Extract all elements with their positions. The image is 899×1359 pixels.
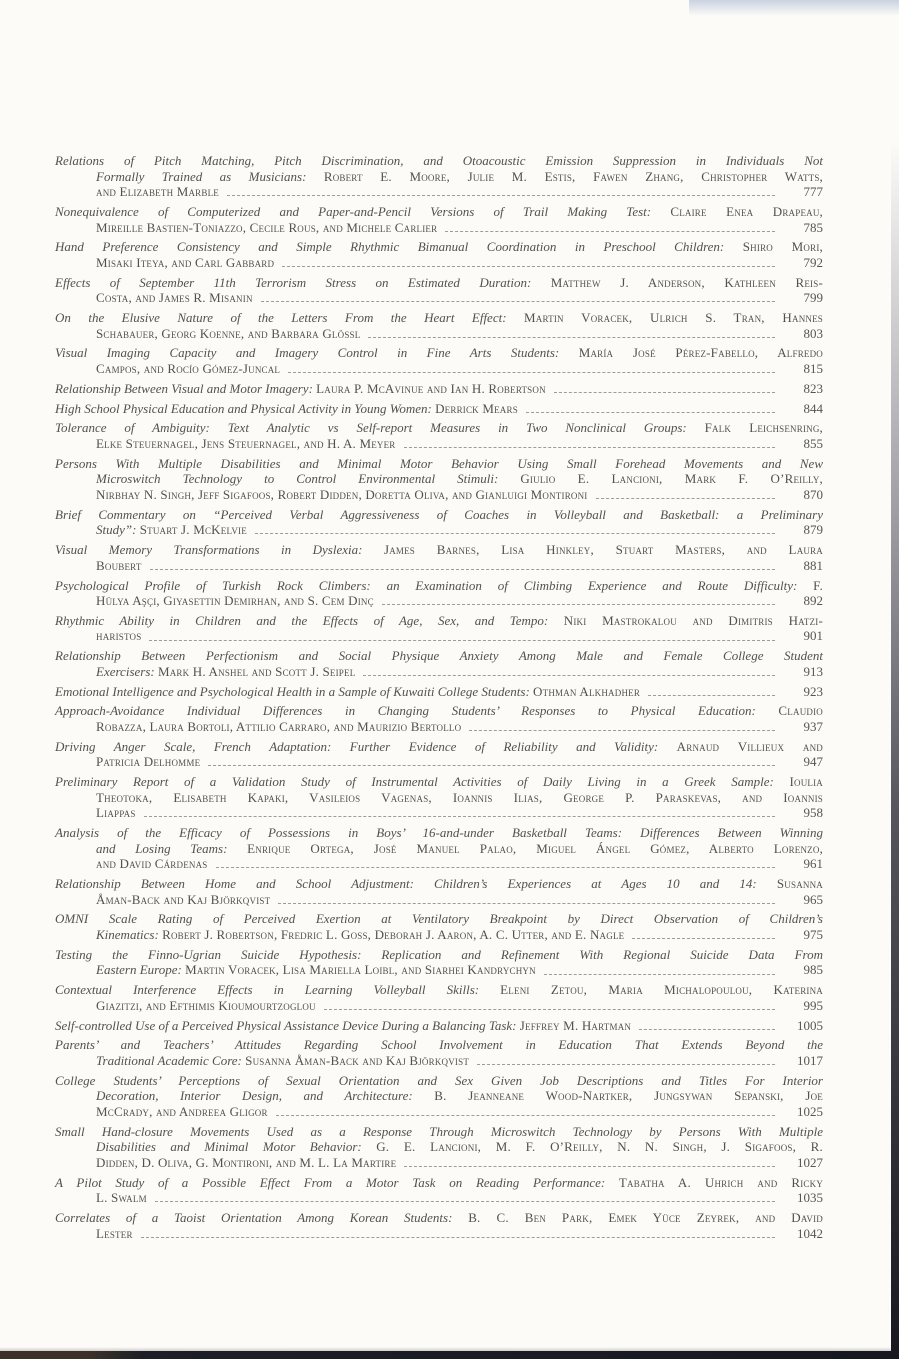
page-number: 777 [803, 184, 823, 200]
article-title: Exercisers: [96, 663, 155, 679]
dot-leader [404, 1166, 775, 1167]
toc-entry-line [55, 456, 823, 472]
toc-entry-line [55, 381, 823, 397]
dot-leader [445, 231, 775, 232]
page-number: 1025 [797, 1103, 823, 1119]
toc-entry-line [55, 719, 823, 735]
article-authors: Liappas [96, 805, 136, 821]
toc-entry-line [55, 239, 823, 255]
toc-entry-line-text [96, 290, 253, 306]
article-authors: Martin Voracek, Ulrich S. Tran, Hannes [524, 310, 823, 326]
dot-leader [261, 301, 775, 302]
article-authors: Didden, D. Oliva, G. Montironi, and M. L. La Martire [96, 1154, 397, 1170]
toc-entry-line [55, 1053, 823, 1069]
article-authors: Ioulia [789, 774, 823, 790]
toc-entry-line-text [55, 1018, 631, 1034]
article-title: Formally Trained as Musicians: [96, 168, 307, 184]
toc-entry-line [55, 558, 823, 574]
article-authors: B. Jeanneane Wood-Nartker, Jungsywan Sepanski, Joe [434, 1088, 824, 1104]
article-title: Self-controlled Use of a Perceived Physical Assistance Device During a Balancing Task: [55, 1017, 517, 1033]
toc-entry-line-text [96, 1053, 469, 1069]
article-title: Tolerance of Ambiguity: Text Analytic vs Self-report Measures in Two Nonclinical Groups: [55, 420, 687, 436]
toc-entry [55, 578, 823, 609]
toc-entry [55, 876, 823, 907]
page-number: 799 [803, 290, 823, 306]
toc-entry-line-text [96, 255, 274, 271]
article-authors: Nirbhay N. Singh, Jeff Sigafoos, Robert Didden, Doretta Oliva, and Gianluigi Montironi [96, 486, 588, 502]
toc-entry [55, 703, 823, 734]
toc-entry-line [55, 927, 823, 943]
toc-entry-line [55, 648, 823, 664]
toc-entry-line [55, 825, 823, 841]
toc-entry-line [55, 1175, 823, 1191]
article-authors: Derrick Mears [435, 400, 518, 416]
toc-entry-line [55, 436, 823, 452]
article-title: Nonequivalence of Computerized and Paper-and-Pencil Versions of Trail Making Test: [55, 203, 652, 219]
toc-entry-line [55, 1226, 823, 1242]
dot-leader [255, 533, 775, 534]
article-title: Approach-Avoidance Individual Differences in Changing Students’ Responses to Physical Education: [55, 703, 756, 719]
toc-entry-line [55, 1088, 823, 1104]
toc-entry-line-text [96, 436, 396, 452]
page-number: 855 [803, 436, 823, 451]
toc-entry-line [55, 542, 823, 558]
dot-leader [276, 1115, 775, 1116]
toc-entry [55, 401, 823, 417]
toc-entry-line [55, 982, 823, 998]
dot-leader [149, 640, 775, 641]
article-authors: and Elizabeth Marble [96, 184, 219, 200]
article-title: Eastern Europe: [96, 962, 182, 978]
page-number: 913 [803, 663, 823, 679]
toc-entry-line-text [96, 361, 280, 377]
toc-entry-line [55, 805, 823, 821]
toc-entry-line-text [96, 522, 247, 538]
dot-leader [208, 765, 775, 766]
toc-entry-line [55, 892, 823, 908]
article-authors: Susanna Åman-Back and Kaj Björkqvist [245, 1052, 470, 1068]
page-number: 792 [803, 254, 823, 270]
toc-entry [55, 613, 823, 644]
toc-entry [55, 684, 823, 700]
toc-entry-line [55, 420, 823, 436]
toc-entry-line [55, 487, 823, 503]
article-authors: Mireille Bastien-Toniazzo, Cecile Rous, and Michele Carlier [96, 219, 438, 235]
toc-entry-line [55, 1018, 823, 1034]
article-title: Driving Anger Scale, French Adaptation: Further Evidence of Reliability and Validity: [55, 738, 659, 754]
dot-leader [150, 569, 775, 570]
dot-leader [324, 1009, 775, 1010]
scan-artifact-bottom-edge [0, 1351, 899, 1359]
toc-entry-line [55, 1124, 823, 1140]
article-authors: Campos, and Rocío Gómez-Juncal [96, 361, 281, 377]
article-title: Relations of Pitch Matching, Pitch Discrimination, and Otoacoustic Emission Suppression in Individuals Not [55, 153, 823, 168]
article-title: Relationship Between Home and School Adjustment: Children’s Experiences at Ages 10 and 14: [55, 876, 757, 892]
toc-entry-line-text [96, 1104, 268, 1120]
article-authors: Schabauer, Georg Koenne, and Barbara Glössl [96, 325, 361, 341]
toc-entry-line [55, 593, 823, 609]
toc-entry-line-text [96, 558, 142, 574]
page-number: 844 [803, 400, 823, 416]
toc-entry-line [55, 1190, 823, 1206]
toc-entry [55, 947, 823, 978]
article-authors: Lester [96, 1225, 133, 1241]
dot-leader [648, 695, 775, 696]
page-number: 1042 [797, 1225, 823, 1241]
article-authors: McCrady, and Andreea Gligor [96, 1103, 268, 1119]
toc-entry [55, 1210, 823, 1241]
toc-entry-line [55, 578, 823, 594]
toc-entry [55, 345, 823, 376]
toc-entry-line [55, 684, 823, 700]
toc-entry-line [55, 628, 823, 644]
article-title: Psychological Profile of Turkish Rock Climbers: an Examination of Climbing Experience and Route Difficulty: [55, 577, 798, 593]
dot-leader [282, 266, 775, 267]
article-authors: Niki Mastrokalou and Dimitris Hatzi- [563, 612, 823, 628]
toc-entry-line-text [96, 805, 136, 821]
toc-entry [55, 204, 823, 235]
toc-entry-line [55, 774, 823, 790]
toc-entry [55, 1018, 823, 1034]
article-authors: Falk Leichsenring, [704, 420, 823, 436]
page-number: 815 [803, 361, 823, 377]
dot-leader [288, 372, 775, 373]
toc-entry-line [55, 1210, 823, 1226]
page-number: 923 [803, 683, 823, 699]
dot-leader [155, 1201, 775, 1202]
toc-entry [55, 153, 823, 200]
dot-leader [363, 675, 775, 676]
toc-entry-line [55, 471, 823, 487]
toc-entry-line-text [96, 487, 588, 503]
toc-entry [55, 507, 823, 538]
page-number: 975 [803, 927, 823, 943]
article-title: Testing the Finno-Ugrian Suicide Hypothesis: Replication and Refinement With Regional Suicide Data From [55, 946, 823, 962]
dot-leader [632, 938, 775, 939]
article-authors: Boubert [96, 557, 142, 573]
toc-entry-line [55, 962, 823, 978]
toc-entry [55, 911, 823, 942]
article-authors: Martin Voracek, Lisa Mariella Loibl, and Siarhei Kandrychyn [185, 962, 536, 978]
toc-entry-line [55, 401, 823, 417]
article-authors: Tabatha A. Uhrich and Ricky [618, 1174, 824, 1190]
article-authors: Othman Alkhadher [533, 683, 641, 699]
toc-entry [55, 825, 823, 872]
page-number: 881 [803, 557, 823, 573]
toc-entry-line [55, 703, 823, 719]
toc-entry [55, 239, 823, 270]
article-title: Parents’ and Teachers’ Attitudes Regarding School Involvement in Education That Extends Beyond the [55, 1037, 823, 1053]
article-title: Hand Preference Consistency and Simple Rhythmic Bimanual Coordination in Preschool Children: [55, 239, 725, 255]
toc-entry-line [55, 876, 823, 892]
page-number: 947 [803, 754, 823, 770]
toc-entry-line [55, 790, 823, 806]
toc-entry [55, 420, 823, 451]
article-authors: Susanna [776, 876, 824, 892]
toc-entry [55, 310, 823, 341]
article-authors: Jeffrey M. Hartman [519, 1017, 632, 1033]
toc-entry-line-text [55, 401, 518, 417]
toc-entry-line [55, 361, 823, 377]
dot-leader [144, 816, 775, 817]
toc-entry-line-text [96, 998, 316, 1014]
page-number: 995 [803, 997, 823, 1013]
article-title: Analysis of the Efficacy of Possessions in Boys’ 16-and-under Basketball Teams: Differences Between Winning [55, 825, 823, 841]
toc-entry-line-text [96, 1155, 396, 1171]
article-title: OMNI Scale Rating of Perceived Exertion at Ventilatory Breakpoint by Direct Observation of Children’s [55, 911, 823, 927]
toc-entry-line-text [96, 856, 208, 872]
article-authors: Arnaud Villieux and [676, 738, 823, 754]
dot-leader [554, 392, 775, 393]
article-authors: Robazza, Laura Bortoli, Attilio Carraro, and Maurizio Bertollo [96, 719, 462, 734]
article-authors: Matthew J. Anderson, Kathleen Reis- [550, 274, 823, 290]
scan-artifact-right-edge [891, 140, 899, 1359]
dot-leader [526, 412, 775, 413]
article-title: Decoration, Interior Design, and Architecture: [96, 1088, 413, 1104]
article-authors: Hülya Aşçı, Giyasettin Demirhan, and S. Cem Dinç [96, 593, 374, 609]
article-title: Traditional Academic Core: [96, 1052, 242, 1068]
article-authors: Eleni Zetou, Maria Michalopoulou, Katerina [500, 982, 823, 998]
dot-leader [596, 498, 775, 499]
dot-leader [544, 974, 775, 975]
toc-entry-line [55, 169, 823, 185]
article-authors: Misaki Iteya, and Carl Gabbard [96, 254, 275, 270]
toc-entry-line [55, 326, 823, 342]
article-title: Relationship Between Visual and Motor Imagery: [55, 380, 313, 396]
toc-entry-line [55, 507, 823, 523]
article-authors: G. E. Lancioni, M. F. O’Reilly, N. N. Singh, J. Sigafoos, R. [376, 1139, 824, 1155]
toc-entry-line-text [96, 628, 141, 644]
article-title: Correlates of a Taoist Orientation Among Korean Students: [55, 1210, 453, 1226]
toc-entry-line [55, 841, 823, 857]
article-title: Rhythmic Ability in Children and the Effects of Age, Sex, and Tempo: [55, 612, 549, 628]
article-authors: Shiro Mori, [742, 239, 823, 255]
article-authors: Giazitzi, and Efthimis Kioumourtzoglou [96, 997, 316, 1013]
toc-entry-line [55, 275, 823, 291]
scan-artifact-top-edge [689, 0, 899, 16]
toc-entry [55, 1124, 823, 1171]
toc-entries [55, 153, 823, 1245]
toc-entry [55, 542, 823, 573]
toc-entry [55, 275, 823, 306]
toc-entry [55, 1175, 823, 1206]
dot-leader [216, 867, 776, 868]
toc-entry-line [55, 184, 823, 200]
toc-entry-line [55, 1104, 823, 1120]
article-title: College Students’ Perceptions of Sexual Orientation and Sex Given Job Descriptions and Titles For Interior [55, 1072, 823, 1088]
dot-leader [227, 195, 775, 196]
toc-entry-line-text [96, 754, 200, 770]
article-authors: Stuart J. McKelvie [139, 522, 247, 538]
toc-entry-line [55, 998, 823, 1014]
article-authors: Claire Enea Drapeau, [670, 203, 824, 219]
page-number: 1005 [797, 1017, 823, 1033]
dot-leader [368, 337, 775, 338]
article-authors: haristos [96, 628, 142, 644]
toc-entry-line [55, 947, 823, 963]
page-number: 870 [803, 486, 823, 502]
toc-entry-line [55, 664, 823, 680]
article-title: and Losing Teams: [96, 840, 228, 856]
toc-entry-line [55, 856, 823, 872]
toc-entry [55, 456, 823, 503]
page-number: 823 [803, 380, 823, 396]
toc-entry-line-text [96, 719, 461, 735]
page-number: 958 [803, 805, 823, 821]
toc-entry [55, 1073, 823, 1120]
article-title: Small Hand-closure Movements Used as a Response Through Microswitch Technology by Persons With Multiple [55, 1123, 823, 1139]
page-number: 879 [803, 522, 823, 538]
article-authors: and David Cárdenas [96, 856, 208, 872]
dot-leader [382, 604, 775, 605]
article-authors: James Barnes, Lisa Hinkley, Stuart Masters, and Laura [383, 542, 824, 558]
toc-entry-line [55, 345, 823, 361]
toc-entry-line [55, 1037, 823, 1053]
page-number: 965 [803, 891, 823, 907]
toc-entry-line-text [96, 927, 624, 943]
article-title: Effects of September 11th Terrorism Stress on Estimated Duration: [55, 274, 532, 290]
article-authors: L. Swalm [96, 1190, 147, 1206]
article-title: Visual Memory Transformations in Dyslexia: [55, 542, 363, 558]
page-number: 1017 [797, 1052, 823, 1068]
toc-entry-line [55, 1139, 823, 1155]
page-number: 803 [803, 325, 823, 341]
toc-entry [55, 381, 823, 397]
toc-entry-line-text [96, 962, 536, 978]
toc-entry [55, 648, 823, 679]
dot-leader [469, 730, 775, 731]
article-title: Visual Imaging Capacity and Imagery Control in Fine Arts Students: [55, 345, 560, 361]
dot-leader [141, 1237, 775, 1238]
toc-entry-line-text [96, 326, 360, 342]
toc-entry-line [55, 739, 823, 755]
article-authors: Robert J. Robertson, Fredric L. Goss, Deborah J. Aaron, A. C. Utter, and E. Nagle [162, 927, 625, 943]
page-number: 901 [803, 628, 823, 644]
article-authors: Åman-Back and Kaj Björkqvist [96, 891, 271, 907]
article-authors: Elke Steuernagel, Jens Steuernagel, and H. A. Meyer [96, 436, 396, 451]
article-authors: Robert E. Moore, Julie M. Estis, Fawen Zhang, Christopher Watts, [323, 168, 824, 184]
toc-entry-line [55, 204, 823, 220]
article-title: Study”: [96, 522, 137, 538]
toc-entry-line [55, 613, 823, 629]
toc-entry-line-text [55, 381, 546, 397]
toc-entry-line [55, 255, 823, 271]
article-authors: B. C. Ben Park, Emek Yüce Zeyrek, and David [468, 1210, 823, 1226]
article-title: Contextual Interference Effects in Learning Volleyball Skills: [55, 982, 480, 998]
article-title: Brief Commentary on “Perceived Verbal Aggressiveness of Coaches in Volleyball and Basketball: a Preliminary [55, 506, 823, 522]
dot-leader [404, 447, 776, 448]
article-authors: Costa, and James R. Misanin [96, 290, 253, 306]
article-title: Persons With Multiple Disabilities and Minimal Motor Behavior Using Small Forehead Movements and New [55, 455, 823, 471]
article-title: Relationship Between Perfectionism and Social Physique Anxiety Among Male and Female College Student [55, 648, 823, 664]
article-title: Kinematics: [96, 927, 159, 943]
toc-entry-line [55, 911, 823, 927]
page-number: 785 [803, 219, 823, 235]
toc-entry-line-text [96, 1190, 147, 1206]
page-number: 985 [803, 962, 823, 978]
article-authors: Claudio [778, 703, 823, 719]
toc-entry-line-text [96, 1226, 133, 1242]
dot-leader [278, 903, 775, 904]
page-number: 1035 [797, 1190, 823, 1206]
page-number: 961 [803, 856, 823, 872]
article-title: Disabilities and Minimal Motor Behavior: [96, 1139, 362, 1155]
scan-artifact-bottom-shadow [0, 1347, 899, 1351]
article-authors: Patricia Delhomme [96, 754, 201, 770]
article-authors: Enrique Ortega, José Manuel Palao, Miguel Ángel Gómez, Alberto Lorenzo, [247, 840, 824, 856]
article-title: A Pilot Study of a Possible Effect From a Motor Task on Reading Performance: [55, 1174, 606, 1190]
toc-entry-line [55, 290, 823, 306]
toc-entry-line-text [96, 593, 374, 609]
article-authors: F. [813, 577, 824, 593]
article-authors: Theotoka, Elisabeth Kapaki, Vasileios Vagenas, Ioannis Ilias, George P. Paraskevas, and Ioannis [96, 789, 823, 805]
article-authors: María José Pérez-Fabello, Alfredo [578, 345, 823, 361]
toc-entry-line-text [55, 684, 640, 700]
page-number: 937 [803, 719, 823, 734]
toc-entry-line [55, 1155, 823, 1171]
toc-entry-line-text [96, 892, 270, 908]
toc-entry [55, 1037, 823, 1068]
article-title: On the Elusive Nature of the Letters From the Heart Effect: [55, 310, 507, 326]
dot-leader [639, 1029, 775, 1030]
page-number: 1027 [797, 1154, 823, 1170]
toc-entry-line [55, 153, 823, 169]
dot-leader [477, 1064, 775, 1065]
toc-entry-line-text [96, 664, 355, 680]
toc-entry-line [55, 220, 823, 236]
toc-entry-line [55, 1073, 823, 1089]
article-authors: Mark H. Anshel and Scott J. Seipel [157, 663, 356, 679]
toc-entry [55, 982, 823, 1013]
article-title: Emotional Intelligence and Psychological Health in a Sample of Kuwaiti College Students: [55, 683, 530, 699]
toc-entry-line-text [96, 184, 219, 200]
article-authors: Giulio E. Lancioni, Mark F. O’Reilly, [520, 471, 824, 487]
article-title: High School Physical Education and Physical Activity in Young Women: [55, 400, 432, 416]
toc-entry-line [55, 310, 823, 326]
article-authors: Laura P. McAvinue and Ian H. Robertson [316, 380, 546, 396]
toc-entry-line-text [96, 220, 437, 236]
toc-entry-line [55, 522, 823, 538]
toc-entry [55, 739, 823, 770]
article-title: Preliminary Report of a Validation Study of Instrumental Activities of Daily Living in a Greek Sample: [55, 774, 774, 790]
article-title: Microswitch Technology to Control Environmental Stimuli: [96, 471, 499, 487]
toc-entry [55, 774, 823, 821]
page-number: 892 [803, 593, 823, 609]
toc-entry-line [55, 754, 823, 770]
